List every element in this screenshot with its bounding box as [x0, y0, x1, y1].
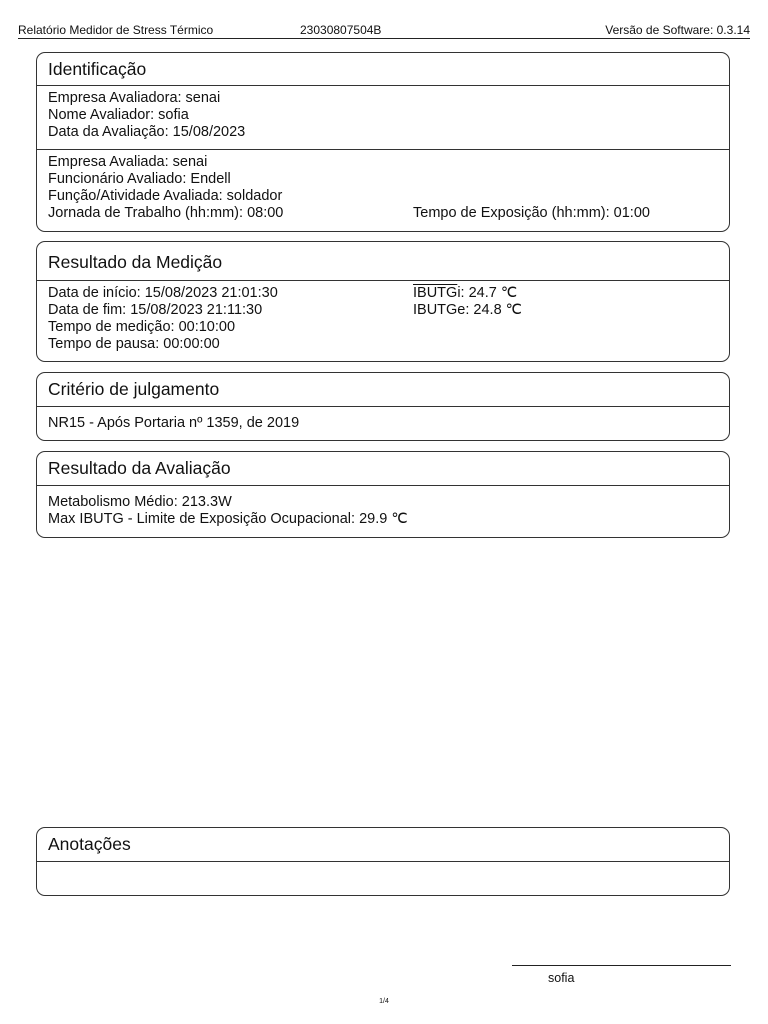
- anotacoes-panel: [36, 827, 730, 896]
- nome-avaliador: Nome Avaliador: sofia: [48, 107, 189, 123]
- ibutg-i-value: i: 24.7 ℃: [457, 285, 518, 301]
- ibutg-i-label: IBUTG: [413, 285, 458, 301]
- resultado-avaliacao-heading: Resultado da Avaliação: [37, 452, 729, 486]
- software-version: Versão de Software: 0.3.14: [605, 23, 750, 37]
- anotacoes-body: [37, 862, 729, 872]
- tempo-exposicao: Tempo de Exposição (hh:mm): 01:00: [413, 205, 650, 221]
- data-fim: Data de fim: 15/08/2023 21:11:30: [48, 302, 263, 318]
- tempo-pausa: Tempo de pausa: 00:00:00: [48, 336, 220, 352]
- max-ibutg: Max IBUTG - Limite de Exposição Ocupacional: 29.9 ℃: [48, 511, 408, 527]
- data-avaliacao: Data da Avaliação: 15/08/2023: [48, 124, 246, 140]
- data-inicio: Data de início: 15/08/2023 21:01:30: [48, 285, 278, 301]
- empresa-avaliadora: Empresa Avaliadora: senai: [48, 90, 221, 106]
- jornada-row: [48, 205, 729, 222]
- criterio-panel: [36, 372, 730, 441]
- funcionario-avaliado: Funcionário Avaliado: Endell: [48, 171, 231, 187]
- data-inicio-row: [48, 285, 729, 302]
- report-header: [18, 22, 750, 39]
- metabolismo-medio: Metabolismo Médio: 213.3W: [48, 494, 232, 510]
- ibutg-i: [413, 285, 517, 302]
- funcao-atividade: Função/Atividade Avaliada: soldador: [48, 188, 283, 204]
- empresa-avaliada: Empresa Avaliada: senai: [48, 154, 208, 170]
- resultado-medicao-heading: Resultado da Medição: [37, 242, 729, 281]
- resultado-medicao-panel: [36, 241, 730, 362]
- identificacao-panel: [36, 52, 730, 232]
- signature-name: sofia: [548, 971, 575, 985]
- signature-line: [512, 965, 731, 966]
- resultado-avaliacao-panel: [36, 451, 730, 538]
- criterio-section: [37, 407, 729, 438]
- medicao-section: [37, 281, 729, 359]
- identificacao-heading: Identificação: [37, 53, 729, 86]
- criterio-text: NR15 - Após Portaria nº 1359, de 2019: [48, 415, 300, 431]
- ibutg-e: IBUTGe: 24.8 ℃: [413, 302, 522, 318]
- page-number: 1/4: [379, 998, 389, 1005]
- evaluated-section: [37, 150, 729, 228]
- report-title: Relatório Medidor de Stress Térmico: [18, 23, 214, 37]
- data-fim-row: [48, 302, 729, 319]
- tempo-medicao: Tempo de medição: 00:10:00: [48, 319, 236, 335]
- anotacoes-heading: Anotações: [37, 828, 729, 862]
- criterio-heading: Critério de julgamento: [37, 373, 729, 407]
- evaluator-section: [37, 86, 729, 150]
- avaliacao-section: [37, 486, 729, 534]
- device-serial: 23030807504B: [300, 23, 382, 37]
- jornada-trabalho: Jornada de Trabalho (hh:mm): 08:00: [48, 205, 284, 221]
